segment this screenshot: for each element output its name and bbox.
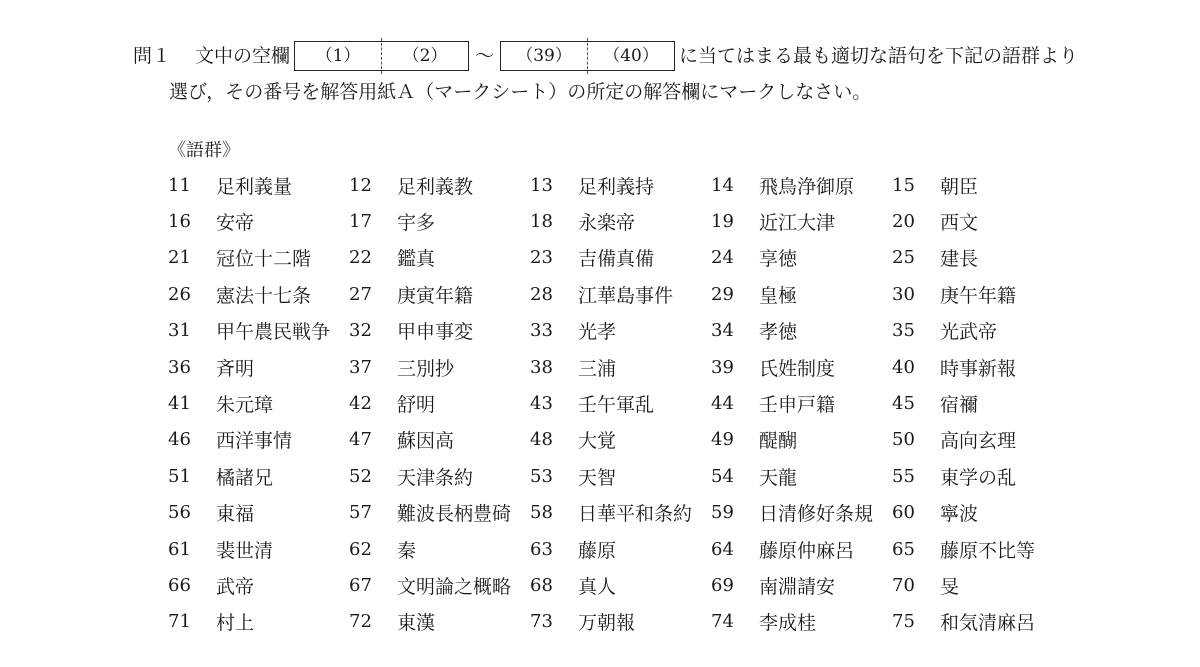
word-item-number: 28 — [530, 283, 553, 305]
word-item-text: 江華島事件 — [578, 284, 674, 307]
word-item-number: 21 — [168, 247, 191, 269]
word-item-number: 74 — [711, 611, 734, 633]
word-item — [892, 313, 1073, 349]
word-item-number: 18 — [530, 211, 553, 233]
word-item — [349, 531, 530, 567]
word-item — [168, 604, 349, 640]
word-item-text: 真人 — [578, 575, 617, 598]
blank-cell: （1） — [315, 46, 361, 66]
word-item — [168, 203, 349, 239]
word-item-number: 29 — [711, 283, 734, 305]
word-item — [168, 313, 349, 349]
word-item-number: 32 — [349, 320, 372, 342]
word-item-text: 藤原不比等 — [940, 539, 1036, 562]
word-item-number: 68 — [530, 574, 553, 596]
word-item — [711, 240, 892, 276]
word-item-number: 43 — [530, 393, 553, 415]
word-item-number: 58 — [530, 502, 553, 524]
word-item-number: 54 — [711, 465, 734, 487]
word-item-text: 光武帝 — [940, 321, 998, 344]
word-item-text: 宇多 — [397, 212, 436, 235]
word-item-text: 甲申事変 — [397, 321, 474, 344]
word-item — [349, 604, 530, 640]
word-item — [530, 385, 711, 421]
word-item — [168, 276, 349, 312]
word-item-text: 近江大津 — [759, 212, 836, 235]
word-item-number: 57 — [349, 502, 372, 524]
word-item-number: 11 — [168, 174, 191, 196]
word-item-number: 64 — [711, 538, 734, 560]
word-item-text: 藤原仲麻呂 — [759, 539, 855, 562]
word-item-text: 武帝 — [216, 575, 255, 598]
word-item-number: 69 — [711, 574, 734, 596]
word-item-text: 文明論之概略 — [397, 575, 512, 598]
word-item — [530, 531, 711, 567]
word-item — [530, 567, 711, 603]
word-item-text: 壬午軍乱 — [578, 394, 655, 417]
word-item-number: 27 — [349, 283, 372, 305]
word-item — [711, 531, 892, 567]
word-item-number: 23 — [530, 247, 553, 269]
word-item-text: 足利義教 — [397, 175, 474, 198]
word-item-number: 19 — [711, 211, 734, 233]
blank-cell: （39） — [516, 46, 572, 66]
word-item — [711, 349, 892, 385]
word-item-number: 39 — [711, 356, 734, 378]
word-item-number: 61 — [168, 538, 191, 560]
word-item-text: 憲法十七条 — [216, 284, 312, 307]
word-item — [711, 276, 892, 312]
word-item-number: 42 — [349, 393, 372, 415]
word-item-text: 旻 — [940, 575, 960, 598]
word-item-number: 34 — [711, 320, 734, 342]
blank-cell: （40） — [587, 38, 674, 74]
word-item — [530, 203, 711, 239]
word-item-number: 33 — [530, 320, 553, 342]
word-item-number: 13 — [530, 174, 553, 196]
word-item — [168, 385, 349, 421]
word-item-text: 庚寅年籍 — [397, 284, 474, 307]
word-item-number: 52 — [349, 465, 372, 487]
word-item-number: 75 — [892, 611, 915, 633]
word-item-number: 67 — [349, 574, 372, 596]
word-item-number: 16 — [168, 211, 191, 233]
question-number: 問１ — [133, 45, 172, 67]
word-item-number: 35 — [892, 320, 915, 342]
word-item-text: 飛鳥浄御原 — [759, 175, 855, 198]
word-item-text: 東福 — [216, 503, 255, 526]
word-item-number: 49 — [711, 429, 734, 451]
word-item — [892, 276, 1073, 312]
word-item-text: 東学の乱 — [940, 466, 1017, 489]
blank-box-1-2 — [294, 41, 469, 71]
word-item-text: 西文 — [940, 212, 979, 235]
word-item-number: 38 — [530, 356, 553, 378]
word-item-number: 48 — [530, 429, 553, 451]
word-item-text: 大覚 — [578, 430, 617, 453]
word-item-number: 44 — [711, 393, 734, 415]
word-item-text: 東漢 — [397, 612, 436, 635]
word-item-text: 天智 — [578, 466, 617, 489]
word-item-number: 25 — [892, 247, 915, 269]
word-item-text: 皇極 — [759, 284, 798, 307]
word-item — [530, 495, 711, 531]
word-item-number: 46 — [168, 429, 191, 451]
word-item-number: 59 — [711, 502, 734, 524]
word-item-number: 37 — [349, 356, 372, 378]
word-item — [892, 567, 1073, 603]
word-item — [168, 422, 349, 458]
word-item — [892, 458, 1073, 494]
word-item-text: 裴世清 — [216, 539, 274, 562]
word-item — [349, 313, 530, 349]
word-item-number: 12 — [349, 174, 372, 196]
word-item — [530, 167, 711, 203]
word-item-number: 73 — [530, 611, 553, 633]
word-item-text: 冠位十二階 — [216, 248, 312, 271]
word-item — [349, 567, 530, 603]
word-item-text: 村上 — [216, 612, 255, 635]
word-item — [711, 385, 892, 421]
word-item-number: 60 — [892, 502, 915, 524]
word-item — [168, 495, 349, 531]
question-line-2: 選び，その番号を解答用紙Ａ（マークシート）の所定の解答欄にマークしなさい。 — [169, 81, 872, 103]
word-item-number: 31 — [168, 320, 191, 342]
word-item-text: 足利義持 — [578, 175, 655, 198]
word-item-text: 吉備真備 — [578, 248, 655, 271]
word-item-text: 朝臣 — [940, 175, 979, 198]
word-item-text: 足利義量 — [216, 175, 293, 198]
word-item-text: 李成桂 — [759, 612, 817, 635]
word-item — [530, 604, 711, 640]
word-item-number: 14 — [711, 174, 734, 196]
word-item-number: 47 — [349, 429, 372, 451]
word-item — [892, 240, 1073, 276]
word-item-text: 壬申戸籍 — [759, 394, 836, 417]
word-group-title: 《語群》 — [168, 140, 240, 161]
word-item — [168, 531, 349, 567]
word-item-text: 醍醐 — [759, 430, 798, 453]
word-item-text: 甲午農民戦争 — [216, 321, 331, 344]
word-item-number: 30 — [892, 283, 915, 305]
word-item-text: 永楽帝 — [578, 212, 636, 235]
word-item-text: 三別抄 — [397, 357, 455, 380]
word-item-number: 51 — [168, 465, 191, 487]
word-item — [168, 349, 349, 385]
word-item — [349, 349, 530, 385]
word-item-text: 孝徳 — [759, 321, 798, 344]
word-item-number: 40 — [892, 356, 915, 378]
word-item — [892, 385, 1073, 421]
word-item — [892, 349, 1073, 385]
word-item-text: 万朝報 — [578, 612, 636, 635]
word-item-number: 70 — [892, 574, 915, 596]
word-item-text: 斉明 — [216, 357, 255, 380]
word-item-text: 時事新報 — [940, 357, 1017, 380]
word-item — [530, 313, 711, 349]
word-item-number: 24 — [711, 247, 734, 269]
word-item — [349, 495, 530, 531]
word-item-number: 45 — [892, 393, 915, 415]
word-item-text: 天龍 — [759, 466, 798, 489]
word-item-number: 65 — [892, 538, 915, 560]
word-item — [711, 495, 892, 531]
word-item — [892, 495, 1073, 531]
range-tilde: 〜 — [475, 45, 495, 67]
word-item — [168, 167, 349, 203]
question-block — [133, 38, 1133, 110]
word-item-text: 建長 — [940, 248, 979, 271]
word-item-text: 朱元璋 — [216, 394, 274, 417]
word-item-text: 光孝 — [578, 321, 617, 344]
word-item-text: 橘諸兄 — [216, 466, 274, 489]
blank-cell: （2） — [381, 38, 468, 74]
word-item — [349, 203, 530, 239]
word-item — [892, 604, 1073, 640]
question-prefix: 文中の空欄 — [195, 45, 291, 67]
word-item — [530, 422, 711, 458]
word-item-text: 難波長柄豊碕 — [397, 503, 512, 526]
word-item-text: 安帝 — [216, 212, 255, 235]
word-item-number: 50 — [892, 429, 915, 451]
word-item — [711, 567, 892, 603]
word-item — [168, 567, 349, 603]
word-item-number: 56 — [168, 502, 191, 524]
word-item — [711, 422, 892, 458]
word-item-text: 舒明 — [397, 394, 436, 417]
word-item — [168, 240, 349, 276]
word-item-text: 寧波 — [940, 503, 979, 526]
word-item — [349, 167, 530, 203]
word-item-number: 15 — [892, 174, 915, 196]
question-line-1-rest: に当てはまる最も適切な語句を下記の語群より — [679, 45, 1079, 67]
word-item — [892, 422, 1073, 458]
word-item-number: 66 — [168, 574, 191, 596]
word-item-number: 53 — [530, 465, 553, 487]
word-item-text: 三浦 — [578, 357, 617, 380]
word-item — [349, 276, 530, 312]
word-item — [711, 604, 892, 640]
word-item-text: 宿禰 — [940, 394, 979, 417]
word-item — [530, 349, 711, 385]
word-item-number: 71 — [168, 611, 191, 633]
word-item-number: 36 — [168, 356, 191, 378]
word-item-text: 鑑真 — [397, 248, 436, 271]
word-item — [711, 313, 892, 349]
word-item — [349, 385, 530, 421]
word-item-number: 72 — [349, 611, 372, 633]
word-item-number: 55 — [892, 465, 915, 487]
word-item-number: 17 — [349, 211, 372, 233]
word-item-text: 藤原 — [578, 539, 617, 562]
blank-box-39-40 — [500, 41, 675, 71]
word-item-number: 62 — [349, 538, 372, 560]
word-item-number: 22 — [349, 247, 372, 269]
word-item — [892, 203, 1073, 239]
word-item — [530, 276, 711, 312]
word-item — [530, 458, 711, 494]
word-item — [349, 458, 530, 494]
word-item-text: 日華平和条約 — [578, 503, 693, 526]
word-item — [711, 458, 892, 494]
word-item — [530, 240, 711, 276]
word-item-number: 63 — [530, 538, 553, 560]
word-item — [168, 458, 349, 494]
word-item — [892, 531, 1073, 567]
word-item-text: 高向玄理 — [940, 430, 1017, 453]
word-item-text: 秦 — [397, 539, 417, 562]
word-item — [349, 422, 530, 458]
word-item — [711, 203, 892, 239]
word-item-text: 庚午年籍 — [940, 284, 1017, 307]
word-item — [711, 167, 892, 203]
word-item-text: 日清修好条規 — [759, 503, 874, 526]
word-item-text: 和気清麻呂 — [940, 612, 1036, 635]
word-item-text: 享徳 — [759, 248, 798, 271]
word-group-grid — [168, 167, 1073, 640]
word-item-number: 41 — [168, 393, 191, 415]
word-item-number: 26 — [168, 283, 191, 305]
word-item-number: 20 — [892, 211, 915, 233]
word-item-text: 西洋事情 — [216, 430, 293, 453]
word-item — [349, 240, 530, 276]
word-item-text: 南淵請安 — [759, 575, 836, 598]
word-item — [892, 167, 1073, 203]
word-item-text: 氏姓制度 — [759, 357, 836, 380]
question-line-1 — [133, 38, 1133, 74]
word-item-text: 天津条約 — [397, 466, 474, 489]
word-item-text: 蘇因高 — [397, 430, 455, 453]
